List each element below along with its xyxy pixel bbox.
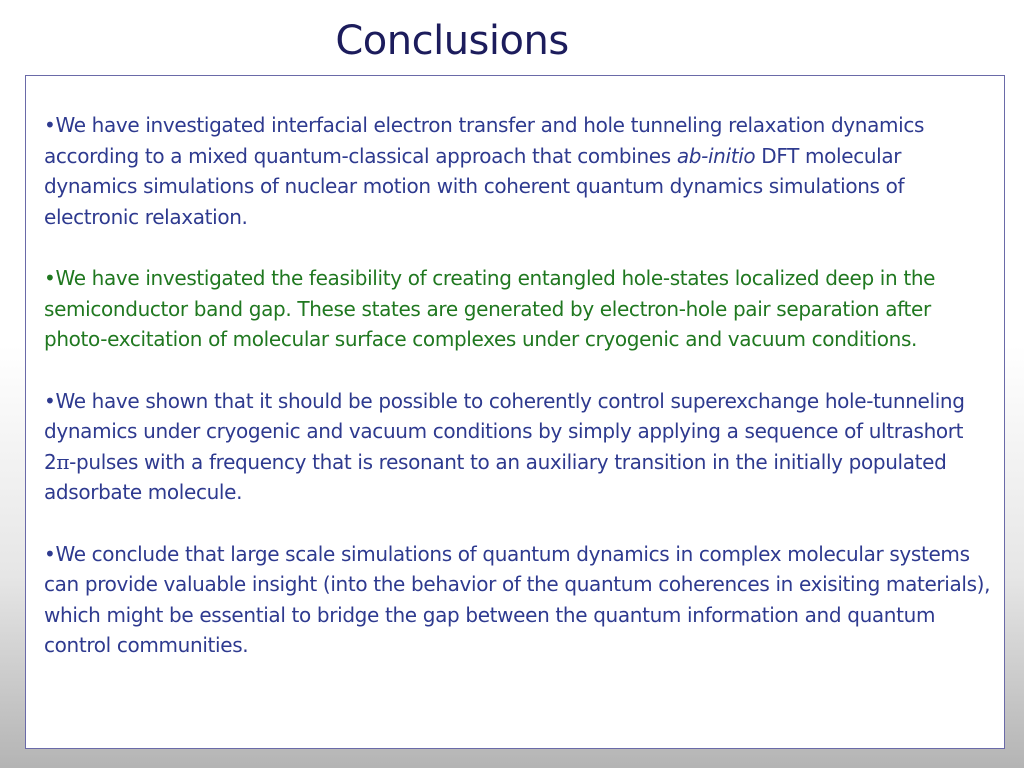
bullet-1-italic-term: ab-initio <box>676 143 756 168</box>
bullet-electron-transfer <box>44 110 994 232</box>
bullet-1-text-end: DFT molecular dynamics simulations of nuclear motion with coherent quantum dynamics simulations of electronic relaxation. <box>44 143 905 229</box>
bullet-2-text: •We have investigated the feasibility of creating entangled hole-states localized deep in the semiconductor band gap. These states are generated by electron-hole pair separation after photo-excitation of molecular surface complexes under cryogenic and vacuum conditions. <box>44 266 936 351</box>
slide-title: Conclusions <box>335 18 569 64</box>
bullet-3-text-end: -pulses with a frequency that is resonant to an auxiliary transition in the initially populated adsorbate molecule. <box>44 449 947 504</box>
bullet-1-text-start: •We have investigated interfacial electron transfer and hole tunneling relaxation dynamics according to a mixed quantum-classical approach that combines <box>44 113 925 168</box>
content-box <box>25 75 1005 749</box>
pi-symbol: π <box>56 449 70 474</box>
bullet-list <box>44 110 994 692</box>
bullet-entangled-hole-states <box>44 263 994 355</box>
bullet-4-text: •We conclude that large scale simulations of quantum dynamics in complex molecular systems can provide valuable insight (into the behavior of the quantum coherences in exisiting materials), which might be essential to bridge the gap between the quantum information and quantum control communities. <box>44 541 991 657</box>
bullet-coherent-control <box>44 386 994 508</box>
bullet-3-text-start: •We have shown that it should be possible to coherently control superexchange hole-tunneling dynamics under cryogenic and vacuum conditions by simply applying a sequence of ultrashort 2 <box>44 388 965 474</box>
bullet-large-scale-simulations <box>44 539 994 661</box>
